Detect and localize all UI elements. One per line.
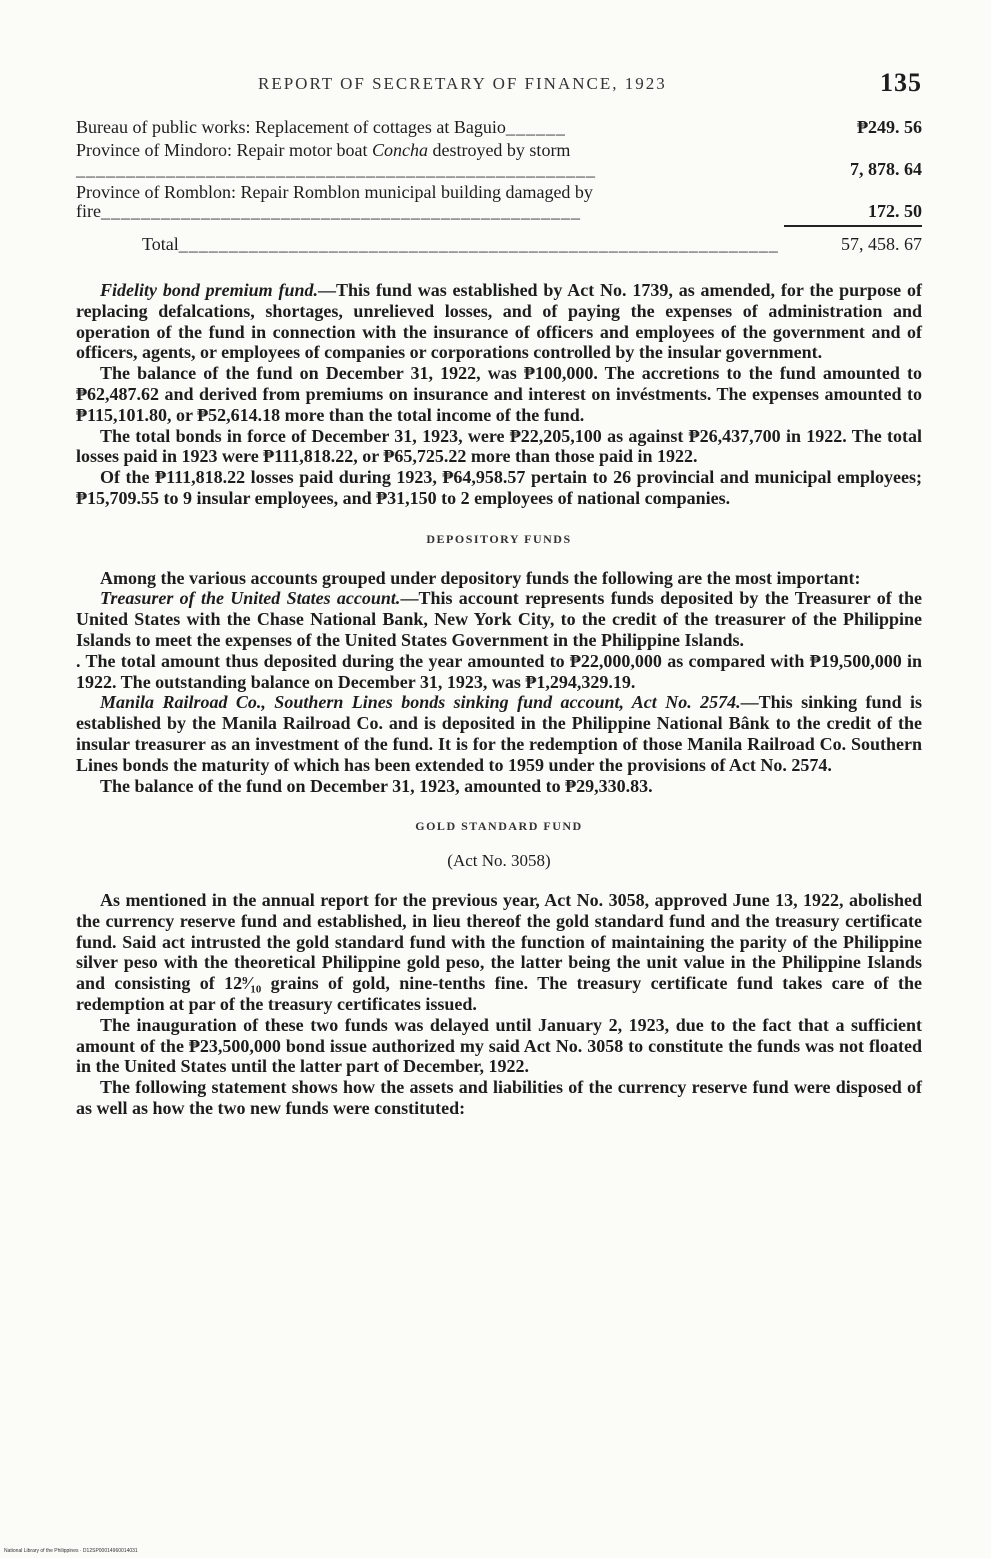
ledger-description-cont: destroyed by storm — [427, 140, 571, 160]
total-rule — [784, 225, 922, 227]
paragraph: The balance of the fund on December 31, 1923, amounted to ₱29,330.83. — [100, 775, 653, 796]
section-subheading: (Act No. 3058) — [447, 851, 551, 871]
paragraph: Among the various accounts grouped under depository funds the following are the most important: — [100, 567, 861, 588]
page-number: 135 — [880, 68, 922, 97]
ledger-description: Province of Romblon: Repair Romblon municipal building damaged by fire — [76, 182, 593, 221]
section-heading: DEPOSITORY FUNDS — [426, 531, 572, 546]
section-title: Manila Railroad Co., Southern Lines bonds sinking fund account, Act No. 2574. — [100, 692, 741, 713]
paragraph: Of the ₱111,818.22 losses paid during 1923, ₱64,958.57 pertain to 26 provincial and municipal employees; ₱15,709.55 to 9 insular employees, and ₱31,150 to 2 employees of national companies. — [76, 467, 922, 508]
ledger-total-row — [76, 235, 922, 254]
ledger-row — [76, 118, 922, 137]
leader-dots: ________________________________________________ — [100, 201, 581, 221]
ledger-description: Bureau of public works: Replacement of cottages at Baguio — [76, 117, 506, 137]
section-title: Fidelity bond premium fund. — [100, 280, 319, 300]
section-heading: GOLD STANDARD FUND — [415, 819, 583, 834]
expense-ledger — [76, 118, 922, 258]
paragraph: The following statement shows how the assets and liabilities of the currency reserve fund were disposed of as well as how the two new funds were constituted: — [76, 1077, 922, 1118]
ledger-description: Province of Mindoro: Repair motor boat — [76, 140, 372, 160]
boat-name: Concha — [371, 140, 428, 160]
paragraph: Manila Railroad Co., Southern Lines bonds sinking fund account, Act No. 2574.—This sinking fund is established by the Manila Railroad Co. and is deposited in the Philippine National Bânk to the credit of the insular treasurer as an investment of the fund. It is for the redemption of those Manila Railroad Co. Southern Lines bonds the maturity of which has been extended to 1959 under the provisions of Act No. 2574. — [76, 692, 923, 775]
paragraph: The inauguration of these two funds was delayed until January 2, 1923, due to the fact that a sufficient amount of the ₱23,500,000 bond issue authorized my said Act No. 3058 to constitute the funds was not floated in the United States until the latter part of December, 1922. — [76, 1014, 922, 1077]
paragraph: As mentioned in the annual report for the previous year, Act No. 3058, approved June 13, 1922, abolished the currency reserve fund and established, in lieu thereof the gold standard fund and the treasury certificate fund. Said act intrusted the gold standard fund with the function of maintaining the parity of the Philippine silver peso with the theoretical Philippine gold peso, the latter being the unit value in the Philippine Islands and consisting of 12⁹⁄₁₀ grains of gold, nine-tenths fine. The treasury certificate fund takes care of the redemption at par of the treasury certificates issued. — [76, 889, 922, 1014]
page-header — [76, 68, 922, 112]
leader-dots: ______ — [505, 117, 566, 137]
paragraph: Fidelity bond premium fund.—This fund was established by Act No. 1739, as amended, for the purpose of replacing defalcations, shortages, unrelieved losses, and of paying the expenses of administration and operation of the fund in connection with the insurance of officers and employees of the government and of officers, agents, or employees of companies or corporations controlled by the insular government. — [76, 280, 922, 363]
ledger-amount: ₱249. 56 — [857, 117, 922, 137]
paragraph: . The total amount thus deposited during the year amounted to ₱22,000,000 as compared with ₱19,500,000 in 1922. The outstanding balance on December 31, 1923, was ₱1,294,329.19. — [76, 650, 922, 692]
total-amount: 57, 458. 67 — [841, 234, 922, 254]
leader-dots: ____________________________________________________________ — [178, 234, 779, 254]
total-label: Total — [142, 234, 179, 254]
ledger-row — [76, 183, 922, 221]
paragraph: The balance of the fund on December 31, 1922, was ₱100,000. The accretions to the fund amounted to ₱62,487.62 and derived from premiums on insurance and interest on invéstments. The expenses amounted to ₱115,101.80, or ₱52,614.18 more than the total income of the fund. — [76, 363, 922, 425]
ledger-amount: 172. 50 — [868, 201, 922, 221]
ledger-row — [76, 141, 922, 179]
paragraph: Treasurer of the United States account.—This account represents funds deposited by the Treasurer of the United States with the Chase National Bank, New York City, to the credit of the treasurer of the Philippine Islands to meet the expenses of the United States Government in the Philippine Islands. — [76, 588, 922, 650]
running-title: REPORT OF SECRETARY OF FINANCE, 1923 — [258, 74, 667, 93]
section-title: Treasurer of the United States account. — [100, 588, 401, 609]
scan-footer: National Library of the Philippines · D12SP00014960014031 — [4, 1548, 138, 1554]
body-text — [76, 280, 922, 1119]
paragraph: The total bonds in force of December 31, 1923, were ₱22,205,100 as against ₱26,437,700 in 1922. The total losses paid in 1923 were ₱111,818.22, or ₱65,725.22 more than those paid in 1922. — [76, 425, 922, 467]
leader-dots: ____________________________________________________ — [76, 159, 596, 179]
ledger-amount: 7, 878. 64 — [850, 159, 922, 179]
